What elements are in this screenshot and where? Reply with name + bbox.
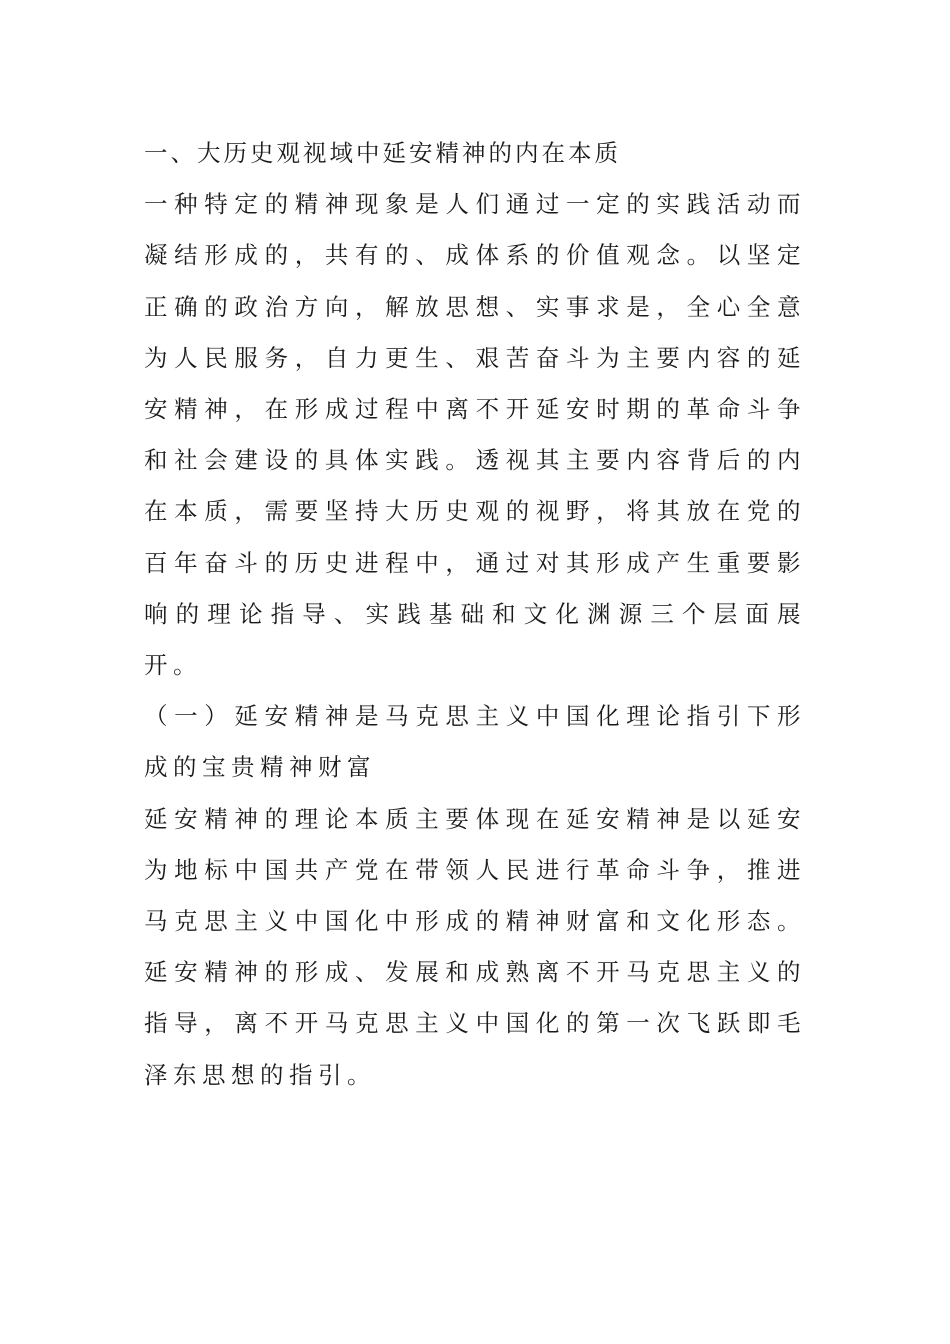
document-body (144, 128, 806, 1101)
paragraph-practice-basis: 一种特定的精神现象是人们通过一定的实践活动而凝结形成的，共有的、成体系的价值观念。以坚定正确的政治方向，解放思想、实事求是，全心全意为人民服务，自力更生、艰苦奋斗为主要内容的延安精神，在形成过程中离不开延安时期的革命斗争和社会建设的具体实践。透视其主要内容背后的内在本质，需要坚持大历史观的视野，将其放在党的百年奋斗的历史进程中，通过对其形成产生重要影响的理论指导、实践基础和文化渊源三个层面展开。 (144, 190, 806, 680)
paragraph-theory-essence: 延安精神的理论本质主要体现在延安精神是以延安为地标中国共产党在带领人民进行革命斗争，推进马克思主义中国化中形成的精神财富和文化形态。延安精神的形成、发展和成熟离不开马克思主义的指导，离不开马克思主义中国化的第一次飞跃即毛泽东思想的指引。 (144, 804, 806, 1089)
section-heading: 一、大历史观视域中延安精神的内在本质 (144, 139, 621, 167)
subheading-theory-guidance: （一）延安精神是马克思主义中国化理论指引下形成的宝贵精神财富 (144, 702, 806, 782)
